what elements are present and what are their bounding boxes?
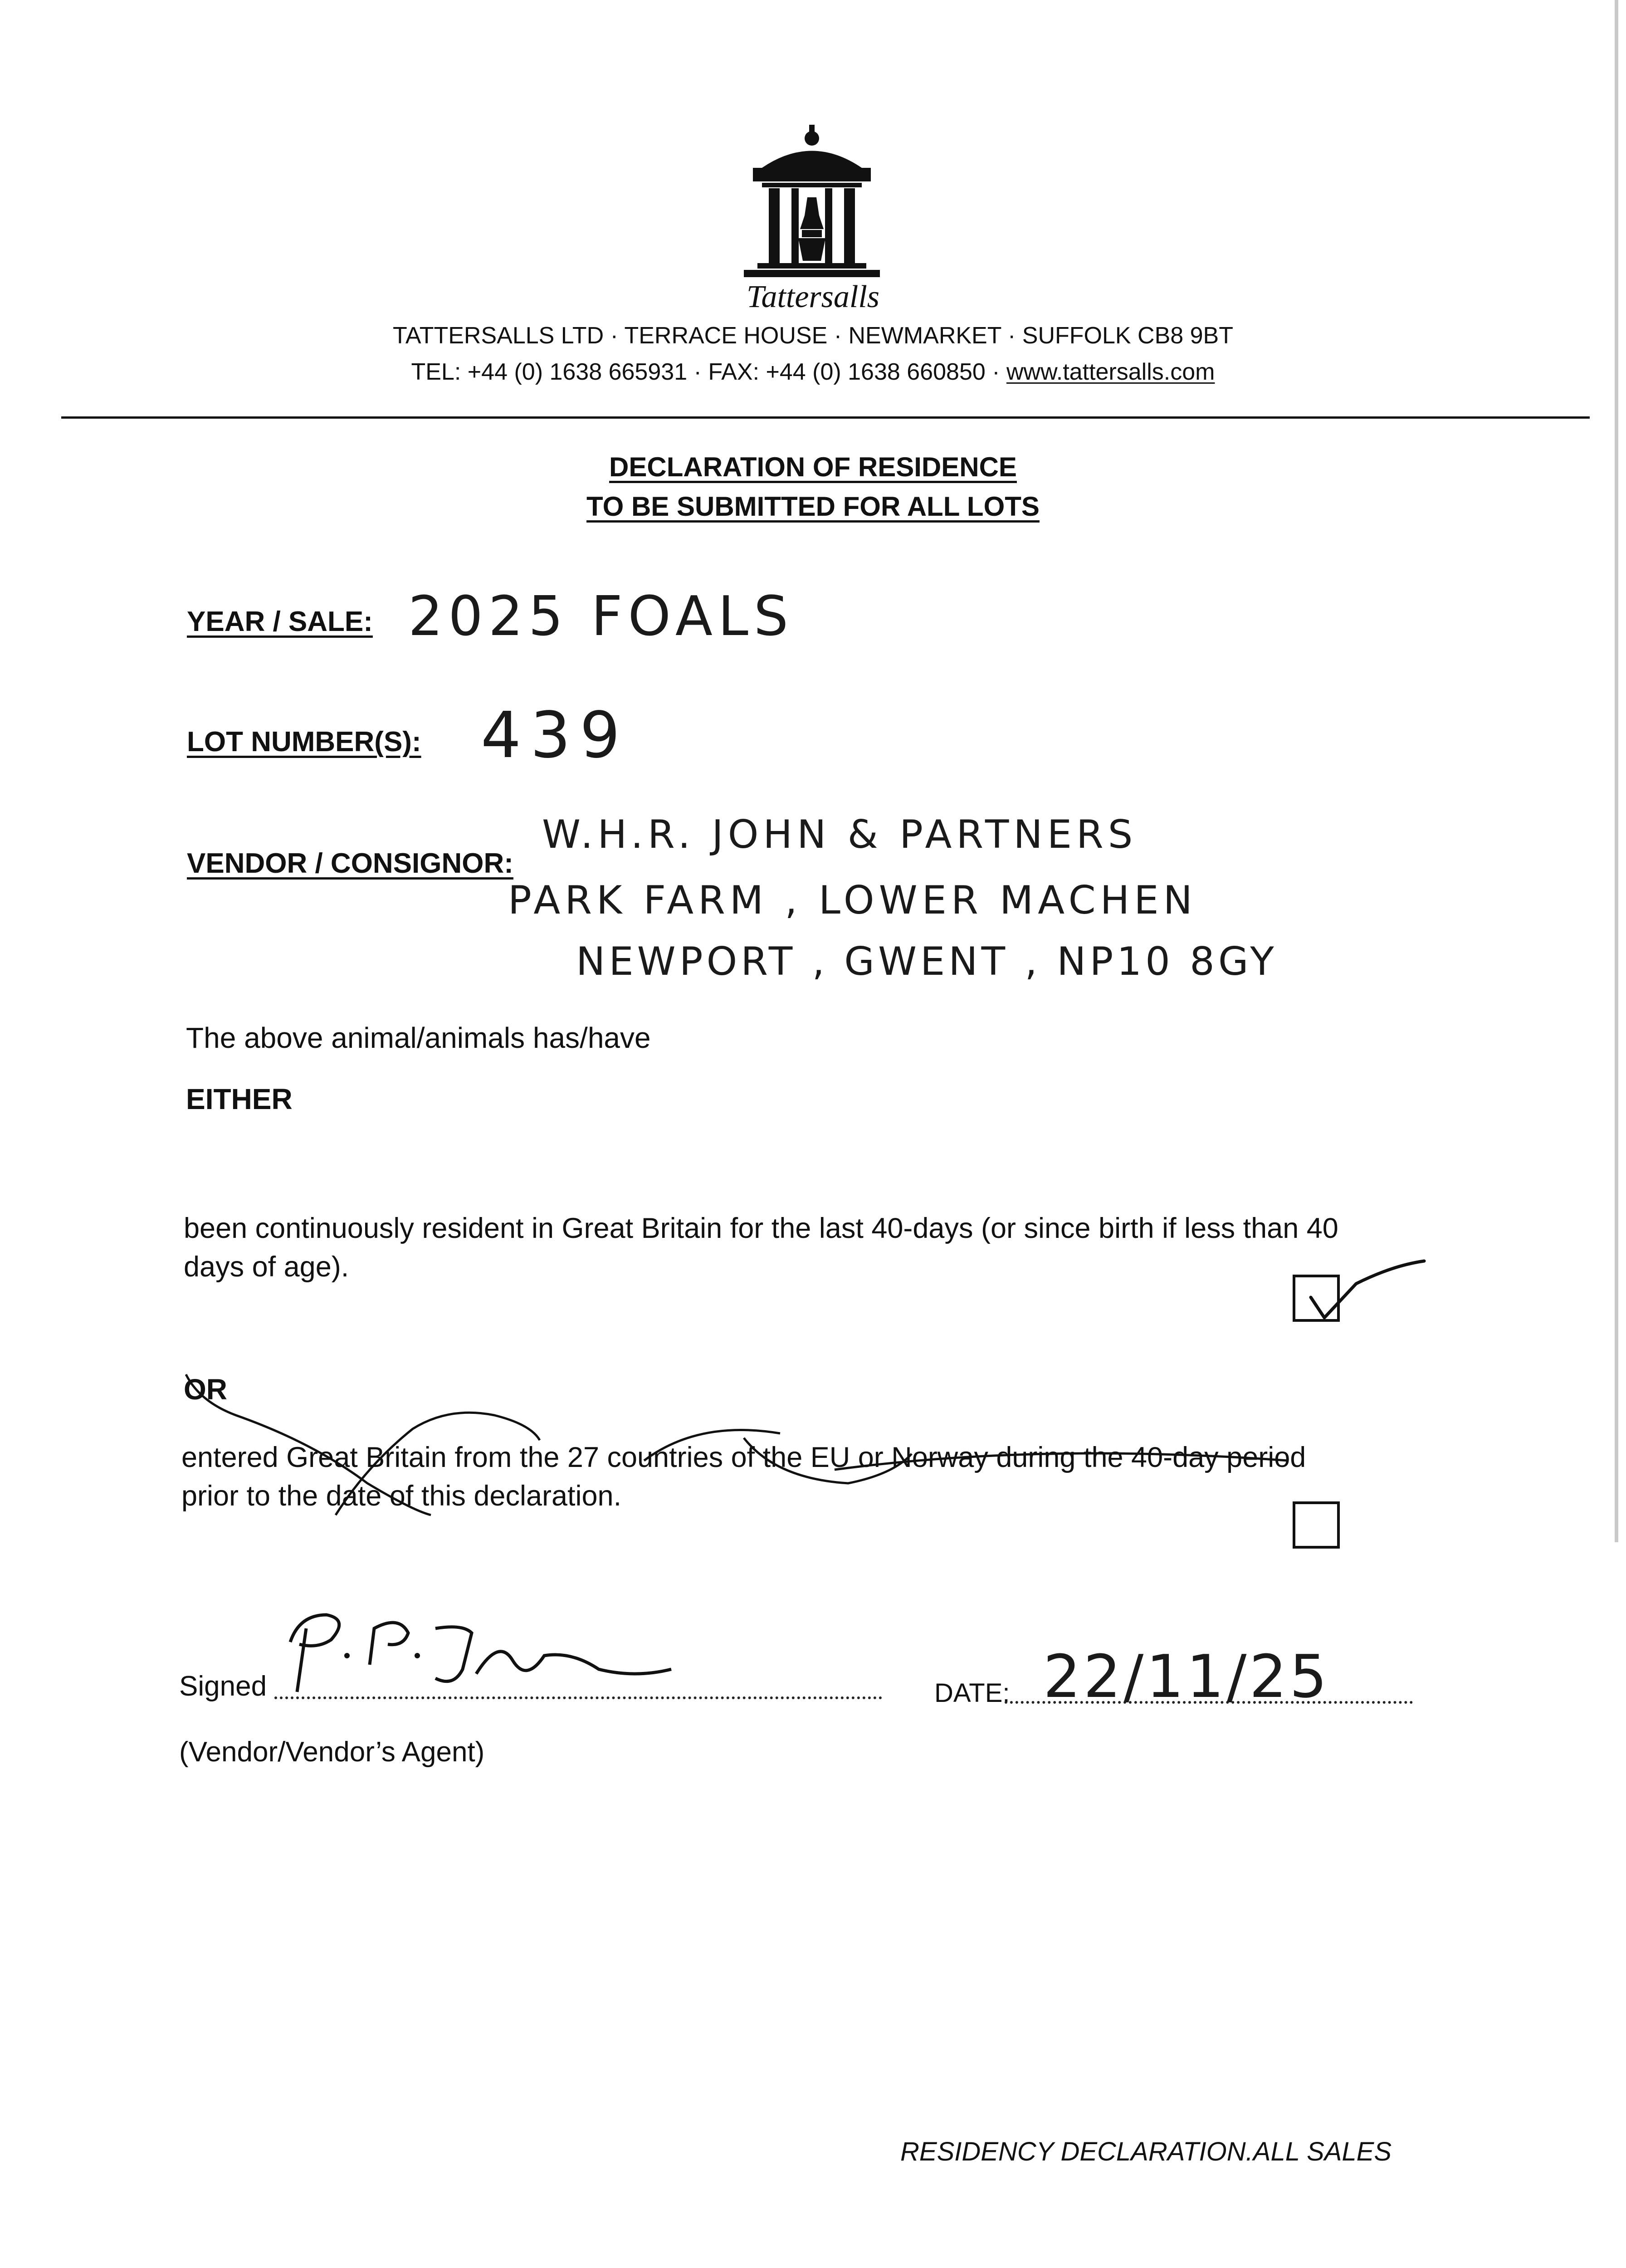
either-heading: EITHER [186, 1083, 293, 1115]
vendor-address-line2[interactable]: NEWPORT , GWENT , NP10 8GY [576, 939, 1278, 984]
form-title-line2: TO BE SUBMITTED FOR ALL LOTS [586, 491, 1040, 522]
option1-text-line2: days of age). [184, 1251, 349, 1283]
vendor-name[interactable]: W.H.R. JOHN & PARTNERS [542, 812, 1138, 857]
year-sale-label: YEAR / SALE: [187, 606, 373, 637]
date-value[interactable]: 22/11/25 [1043, 1642, 1330, 1711]
signature-image [272, 1601, 680, 1701]
letterhead-address: TATTERSALLS LTD · TERRACE HOUSE · NEWMARKET · SUFFOLK CB8 9BT [392, 323, 1234, 349]
form-title-line1: DECLARATION OF RESIDENCE [609, 452, 1017, 482]
letterhead-divider [61, 416, 1590, 419]
year-sale-value[interactable]: 2025 FOALS [408, 585, 794, 648]
signature-text: P.R.J [658, 1628, 659, 1629]
statement-intro: The above animal/animals has/have [186, 1022, 651, 1054]
strikethrough-scribble [177, 1365, 1311, 1529]
option1-text-line1: been continuously resident in Great Britain for the last 40-days (or since birth if less than 40 [184, 1212, 1338, 1244]
lot-number-label: LOT NUMBER(S): [187, 726, 421, 758]
letterhead-contact [0, 358, 1626, 386]
or-heading: OR [184, 1373, 227, 1406]
form-footer: RESIDENCY DECLARATION.ALL SALES [900, 2137, 1392, 2166]
option2-checkbox[interactable] [1293, 1501, 1340, 1549]
option2-text-line2: prior to the date of this declaration. [181, 1480, 622, 1512]
date-label: DATE: [934, 1678, 1010, 1708]
signed-label: Signed [179, 1671, 267, 1702]
brand-name: Tattersalls [746, 279, 880, 314]
tattersalls-logo-icon [744, 125, 880, 279]
vendor-address-line1[interactable]: PARK FARM , LOWER MACHEN [508, 878, 1197, 923]
website-link[interactable]: www.tattersalls.com [1006, 359, 1215, 385]
lot-number-value[interactable]: 439 [481, 699, 630, 772]
scan-edge-shadow [1615, 0, 1618, 1542]
vendor-consignor-label: VENDOR / CONSIGNOR: [187, 848, 513, 879]
signer-role: (Vendor/Vendor’s Agent) [179, 1736, 485, 1768]
option2-text-line1: entered Great Britain from the 27 countries of the EU or Norway during the 40-day period [181, 1442, 1306, 1473]
checkmark-icon [1293, 1256, 1429, 1329]
contact-numbers: TEL: +44 (0) 1638 665931 · FAX: +44 (0) 1638 660850 · [411, 359, 1006, 385]
